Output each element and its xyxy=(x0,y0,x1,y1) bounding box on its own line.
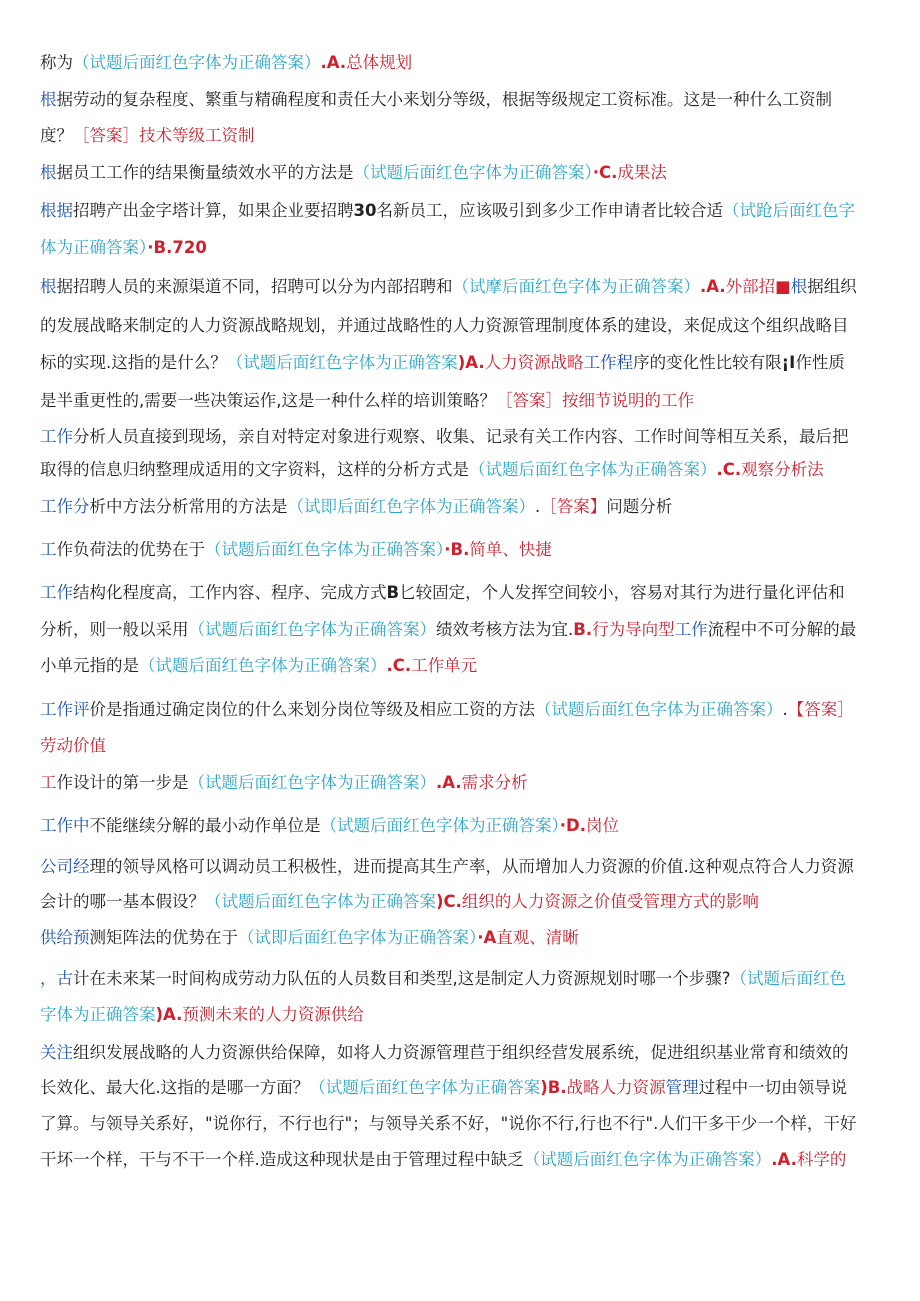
answer-hint: （试题后面红色字体为正确答案） xyxy=(320,816,560,835)
text-line xyxy=(40,890,885,914)
answer-text: 人力资源战略 xyxy=(484,353,584,372)
body-text: 测矩阵法的优势在于 xyxy=(89,928,238,947)
body-text: 招聘产出金字塔计算，如果企业要招聘 xyxy=(73,201,354,220)
body-text: 过程中一切由领导说 xyxy=(698,1078,848,1097)
text-line xyxy=(40,926,885,950)
body-text: 度？ xyxy=(40,126,73,145)
text-line xyxy=(40,538,885,562)
answer-label: B. xyxy=(573,620,593,639)
lead-highlight: 工作 xyxy=(674,620,708,639)
answer-text: 科学的 xyxy=(796,1150,847,1169)
text-line xyxy=(40,389,885,413)
text-line xyxy=(40,1003,885,1027)
body-text: 问题分析 xyxy=(606,497,673,516)
text-line xyxy=(40,351,885,375)
body-text: 干坏一个样，干与不干一个样.造成这种现状是由于管理过程中缺乏 xyxy=(40,1150,524,1169)
answer-text: 组织的人力资源之价值受管理方式的影响 xyxy=(461,892,759,911)
body-text: 取得的信息归纳整理成适用的文字资料，这样的分析方式是 xyxy=(40,460,469,479)
lead-highlight: 根 xyxy=(40,90,57,109)
body-text: 会计的哪一基本假设？ xyxy=(40,892,205,911)
answer-text: 【答案］ xyxy=(787,700,854,719)
lead-highlight: 公司经 xyxy=(40,857,90,876)
answer-hint: （试题后面红色字体为正确答案） xyxy=(73,53,321,72)
text-line xyxy=(40,199,885,223)
answer-text: 外部招 xyxy=(725,277,776,296)
text-line xyxy=(40,581,885,605)
lead-highlight: 关注 xyxy=(40,1043,73,1062)
body-text: 标的实现.这指的是什么？ xyxy=(40,353,227,372)
answer-text: 预测未来的人力资源供给 xyxy=(182,1005,364,1024)
body-text: 析中方法分析常用的方法是 xyxy=(89,497,288,516)
body-text: 理的领导风格可以调动员工积极性，进而提高其生产率，从而增加人力资源的价值.这种观点符合人力资源 xyxy=(89,857,854,876)
body-text: 分析，则一般以采用 xyxy=(40,620,189,639)
lead-highlight: 工作 xyxy=(40,427,73,446)
text-line xyxy=(40,495,885,519)
answer-text: 战略人力资源 xyxy=(566,1078,666,1097)
answer-label: ·C. xyxy=(592,163,618,182)
answer-hint: （试摩后面红色字体为正确答案） xyxy=(452,277,700,296)
answer-text: ［答案】 xyxy=(540,497,607,516)
answer-label: )A. xyxy=(155,1005,183,1024)
body-text: 的发展战略来制定的人力资源战略规划，并通过战略性的人力资源管理制度体系的建设，来促成这个组织战略目 xyxy=(40,316,849,335)
body-text: 据劳动的复杂程度、繁重与精确程度和责任大小来划分等级，根据等级规定工资标准。这是一种什么工资制 xyxy=(56,90,832,109)
answer-label: .C. xyxy=(386,656,412,675)
text-line xyxy=(40,698,885,722)
body-text: 绩效考核方法为宜. xyxy=(436,620,574,639)
body-text: . xyxy=(782,700,788,719)
lead-highlight: 根 xyxy=(40,277,57,296)
answer-text: 工作单元 xyxy=(411,656,478,675)
lead-highlight: 根 xyxy=(40,163,57,182)
lead-highlight: 供给预 xyxy=(40,928,90,947)
text-line xyxy=(40,425,885,449)
answer-text: 需求分析 xyxy=(461,773,528,792)
text-line xyxy=(40,967,885,991)
text-line xyxy=(40,124,885,148)
answer-label: ·B. xyxy=(444,540,470,559)
answer-text: 总体规划 xyxy=(346,53,413,72)
body-text: 称为 xyxy=(40,53,73,72)
answer-hint: （试题后面红色 xyxy=(730,969,847,988)
body-text: 作设计的第一步是 xyxy=(56,773,189,792)
text-line xyxy=(40,855,885,879)
body-text: 计在未来某一时间构成劳动力队伍的人员数目和类型,这是制定人力资源规划时哪一个步骤? xyxy=(73,969,731,988)
text-line xyxy=(40,161,885,185)
answer-text: ［答案］按细节说明的工作 xyxy=(496,391,694,410)
text-line xyxy=(40,814,885,838)
answer-hint: （试题后面红色字体为正确答案） xyxy=(353,163,593,182)
answer-label: .A. xyxy=(436,773,462,792)
text-line xyxy=(40,734,885,758)
text-line xyxy=(40,51,885,75)
answer-text: 观察分析法 xyxy=(741,460,824,479)
answer-hint: （试题后面红色字体为正确答案） xyxy=(188,620,436,639)
answer-hint: （试题后面红色字体为正确答案） xyxy=(523,1150,772,1169)
answer-hint: 体为正确答案） xyxy=(40,238,148,257)
lead-highlight: 工作中 xyxy=(40,816,90,835)
answer-hint: （试题后面红色字体为正确答案） xyxy=(535,700,783,719)
answer-text: 行为导向型 xyxy=(592,620,675,639)
body-text: . xyxy=(535,497,541,516)
body-text: 匕较固定，个人发挥空间较小，容易对其行为进行量化评估和 xyxy=(399,583,845,602)
answer-hint: （试题后面红色字体为正确答案） xyxy=(188,773,436,792)
text-line xyxy=(40,88,885,112)
body-text: 作性质 xyxy=(795,353,845,372)
answer-label: )B. xyxy=(540,1078,567,1097)
lead-highlight: 根 xyxy=(790,277,808,296)
body-text-bold: 30 xyxy=(353,201,377,220)
lead-highlight: 管理 xyxy=(665,1078,699,1097)
lead-highlight: ，古 xyxy=(40,969,73,988)
body-text: 据员工工作的结果衡量绩效水平的方法是 xyxy=(56,163,354,182)
answer-text: 工 xyxy=(40,773,57,792)
lead-highlight: 工作 xyxy=(40,583,73,602)
answer-label: ·A xyxy=(477,928,497,947)
answer-text: 成果法 xyxy=(617,163,667,182)
answer-hint: （试即后面红色字体为正确答案） xyxy=(287,497,535,516)
text-line xyxy=(40,236,885,260)
lead-highlight: 工作评 xyxy=(40,700,90,719)
answer-hint: （试题后面红色字体为正确答案 xyxy=(309,1078,541,1097)
text-line xyxy=(40,1148,885,1172)
body-text: 名新员工，应该吸引到多少工作申请者比较合适 xyxy=(376,201,723,220)
body-text: 分析人员直接到现场，亲自对特定对象进行观察、收集、记录有关工作内容、工作时间等相互关系，最后把 xyxy=(73,427,849,446)
answer-text: 简单、快捷 xyxy=(469,540,552,559)
answer-label: ■ xyxy=(775,277,791,296)
text-line xyxy=(40,314,885,338)
text-line xyxy=(40,618,885,642)
body-text: 价是指通过确定岗位的什么来划分岗位等级及相应工资的方法 xyxy=(89,700,535,719)
answer-label: ·B.720 xyxy=(147,238,207,257)
text-line xyxy=(40,1076,885,1100)
answer-label: )A. xyxy=(457,353,485,372)
answer-hint: （试即后面红色字体为正确答案） xyxy=(238,928,478,947)
text-line xyxy=(40,1112,885,1136)
answer-hint: （试题后面红色字体为正确答案） xyxy=(205,540,445,559)
answer-hint: （试题后面红色字体为正确答案 xyxy=(226,353,458,372)
text-line xyxy=(40,1041,885,1065)
body-text: 不能继续分解的最小动作单位是 xyxy=(89,816,321,835)
answer-hint: 字体为正确答案 xyxy=(40,1005,156,1024)
answer-label: .C. xyxy=(716,460,742,479)
body-text: 小单元指的是 xyxy=(40,656,139,675)
lead-highlight: 工 xyxy=(40,540,57,559)
body-text: 流程中不可分解的最 xyxy=(707,620,857,639)
answer-text: 岗位 xyxy=(585,816,619,835)
text-line xyxy=(40,275,885,299)
answer-text: ［答案］技术等级工资制 xyxy=(73,126,255,145)
answer-label: .A. xyxy=(700,277,726,296)
body-text: 作负荷法的优势在于 xyxy=(56,540,205,559)
text-line xyxy=(40,654,885,678)
answer-label: )C. xyxy=(436,892,462,911)
answer-text: 劳动价值 xyxy=(40,736,106,755)
answer-hint: （试题后面红色字体为正确答案 xyxy=(205,892,436,911)
answer-hint: （试跄后面红色字 xyxy=(722,201,855,220)
text-line xyxy=(40,771,885,795)
answer-label: .A. xyxy=(771,1150,797,1169)
answer-text: 直观、清晰 xyxy=(496,928,579,947)
body-text: 了算。与领导关系好，"说你行，不行也行"；与领导关系不好，"说你不行,行也不行".人们干多干少一个样，干好 xyxy=(40,1114,857,1133)
body-text-bold: ¡I xyxy=(781,353,796,372)
body-text: 长效化、最大化.这指的是哪一方面？ xyxy=(40,1078,310,1097)
body-text: 据招聘人员的来源渠道不同，招聘可以分为内部招聘和 xyxy=(56,277,453,296)
text-line xyxy=(40,458,885,482)
answer-hint: （试题后面红色字体为正确答案） xyxy=(139,656,387,675)
body-text: 序的变化性比较有限 xyxy=(633,353,782,372)
body-text: 据组织 xyxy=(807,277,857,296)
answer-label: ·D. xyxy=(559,816,586,835)
lead-highlight: 工作分 xyxy=(40,497,90,516)
body-text: 组织发展战略的人力资源供给保障，如将人力资源管理苣于组织经营发展系统，促进组织基业常育和绩效的 xyxy=(73,1043,849,1062)
body-text-bold: B xyxy=(386,583,400,602)
lead-highlight: 根据 xyxy=(40,201,73,220)
body-text: 是半重更性的,需要一些决策运作,这是一种什么样的培训策略？ xyxy=(40,391,496,410)
answer-label: .A. xyxy=(320,53,347,72)
body-text: 结构化程度高，工作内容、程序、完成方式 xyxy=(73,583,387,602)
answer-hint: （试题后面红色字体为正确答案） xyxy=(469,460,717,479)
lead-highlight: 工作程 xyxy=(583,353,634,372)
